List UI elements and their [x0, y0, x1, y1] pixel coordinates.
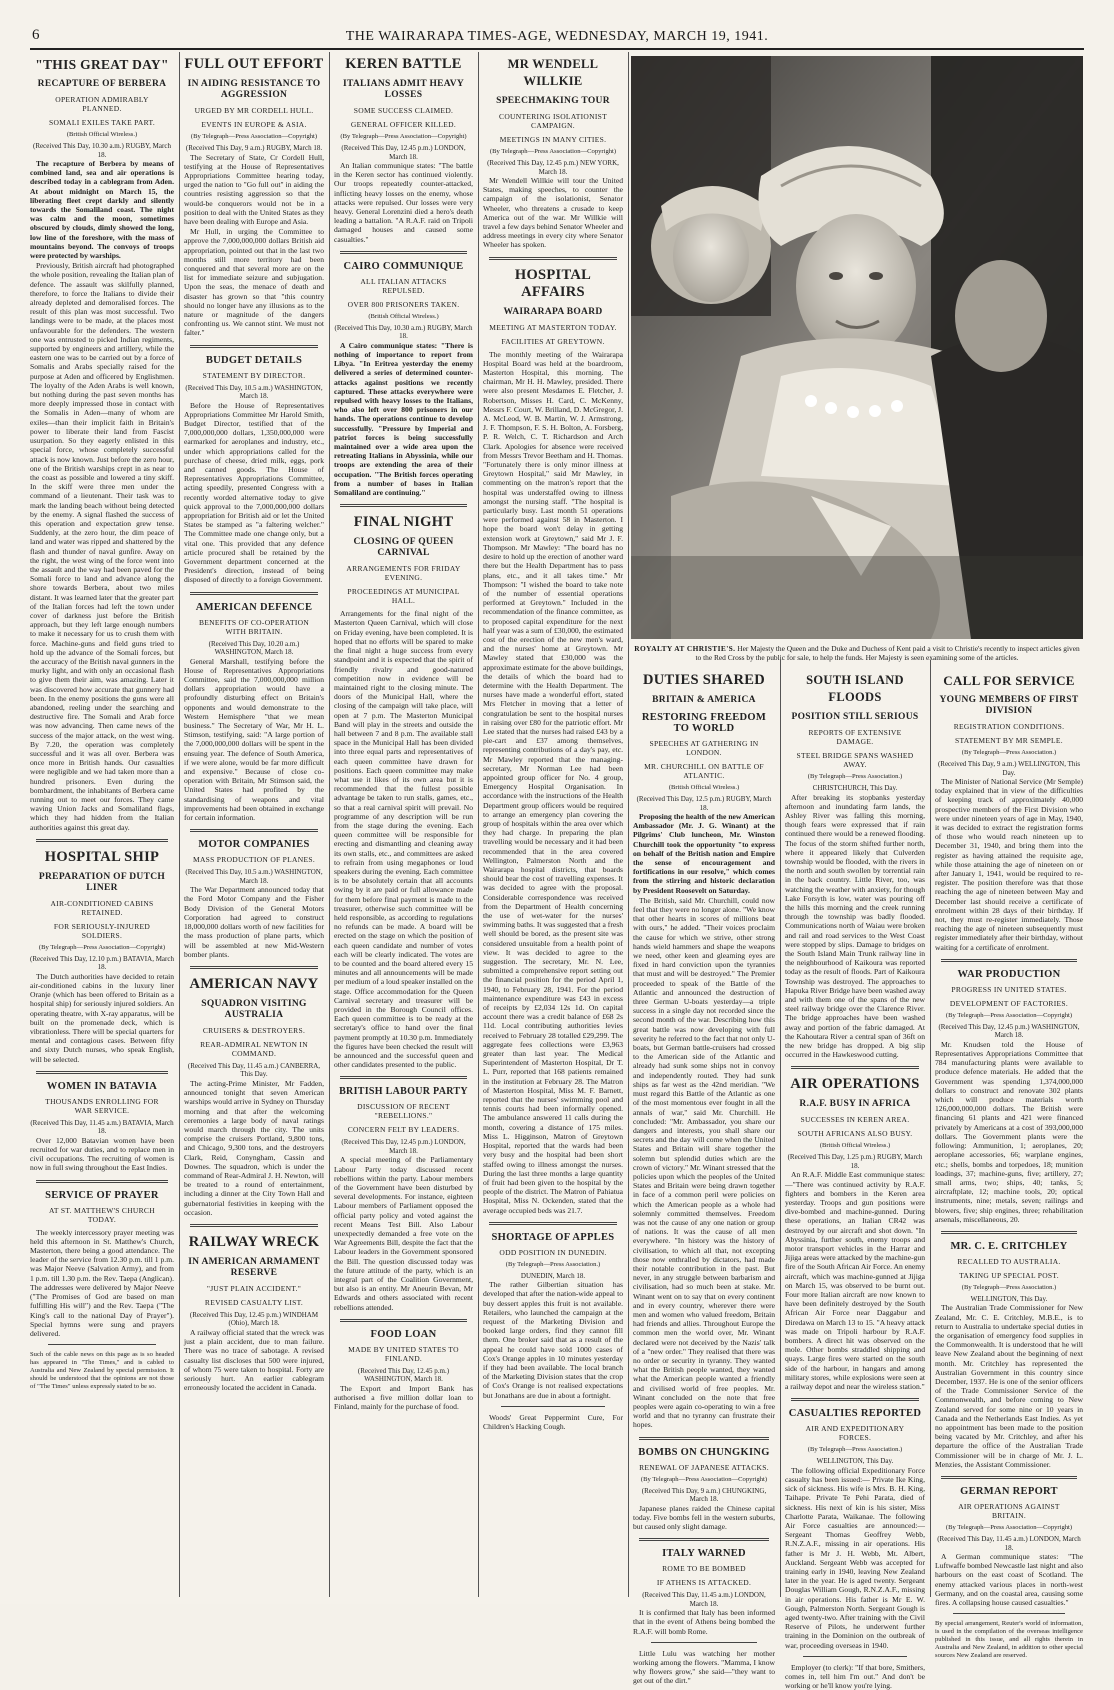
article-headline: WAR PRODUCTION [957, 968, 1061, 980]
article-headline: AMERICAN DEFENCE [195, 601, 313, 613]
article-body: The Export and Import Bank has authorised a five million dollar loan to Finland, mainly for the purchase of food. [334, 1383, 473, 1412]
article-subhead: SPEECHMAKING TOUR [496, 96, 610, 106]
column-rule [628, 52, 629, 1597]
article-body: Arrangements for the final night of the Masterton Queen Carnival, which will close on Friday evening, have been completed. It is hoped that no efforts will be spared to make the final night a huge success from every standpoint and it is expected that the spirit of friendly rivalry and good-natured competition now in evidence will be maintained right to the closing minute. The doors of the Municipal Hall, where the closing of the campaign will take place, will open at 7 p.m. The Masterton Municipal Band will play in the streets and outside the hall between 7 and 8 p.m. The available stall space in the Municipal Hall has been divided into three equal parts and representatives of each queen committee have drawn for positions. Each queen committee may make what use it likes of its own area but it is recommended that the fullest possible advantage be taken to run stalls, games, etc., so that a real carnival spirit will prevail. No programme of any description will be run from the stage during the evening. Each queen committee will be responsible for erecting and dismantling and cleaning away its own stalls, etc., and committees are asked to refrain from using megaphones or loud speakers during the evening. Each committee is to be absolutely certain that all accounts owing by it are paid or full allowance made for them before final payment is made to the treasurer, otherwise such committee will be held responsible, as according to regulations no refunds can be made. A board will be erected on the stage on which the position of each queen candidate and number of votes each will be clearly indicated. The votes are to be counted and the board altered every 15 minutes and all announcements will be made per medium of a loud speaker installed on the stage. Office accommodation for the Queen Carnival secretary and treasurer will be provided in the Borough Council offices. Each queen committee is to be ready at the secretary's office to hand over the final payment promptly at 10.30 p.m. Immediately the figures have been checked the result will be announced and the successful queen and other candidates presented to the public. [334, 609, 473, 1070]
article-subhead: WAIRARAPA BOARD [503, 306, 603, 317]
article-headline: MOTOR COMPANIES [198, 839, 310, 851]
article-byline: (By Telegraph—Press Association—Copyright) [945, 1524, 1073, 1532]
article-deck: RECALLED TO AUSTRALIA. [957, 1256, 1061, 1266]
article-deck: PROGRESS IN UNITED STATES. [951, 984, 1067, 994]
divider [803, 1656, 907, 1657]
article-byline: (By Telegraph—Press Association—Copyright) [945, 1011, 1073, 1019]
column-rule [930, 660, 931, 1597]
photo-illustration [631, 56, 1083, 639]
divider [36, 1180, 168, 1183]
article-deck: PROCEEDINGS AT MUNICIPAL HALL. [347, 587, 460, 606]
article-dateline: (Received This Day, 12.45 p.m.) WASHINGTON, March 18. [357, 1366, 450, 1384]
article-deck: ARRANGEMENTS FOR FRIDAY EVENING. [346, 564, 461, 583]
article-deck: EVENTS IN EUROPE & ASIA. [201, 120, 307, 129]
article-subhead: PREPARATION OF DUTCH LINER [38, 871, 166, 893]
advert-line: Woods' Great Peppermint Cure, For Children's Hacking Cough. [483, 1412, 623, 1432]
article-headline: BRITISH LABOUR PARTY [339, 1086, 468, 1098]
article-deck: REGISTRATION CONDITIONS. [953, 722, 1065, 731]
article-subhead: RECAPTURE OF BERBERA [37, 79, 167, 89]
article-headline: WOMEN IN BATAVIA [46, 1080, 158, 1092]
caption-text: Her Majesty the Queen and the Duke and Duchess of Kent paid a visit to Christie's recently to inspect articles given to the Red Cross by the public for sale, to help the funds. Her Majesty is seen examining some of the articles. [695, 644, 1080, 662]
article-headline: RAILWAY WRECK [188, 1233, 320, 1250]
article-deck: FOR SERIOUSLY-INJURED SOLDIERS. [53, 921, 151, 940]
article-subhead: ITALIANS ADMIT HEAVY LOSSES [342, 79, 465, 100]
article-deck: CRUISERS & DESTROYERS. [202, 1025, 306, 1035]
article-deck: SOMALI EXILES TAKE PART. [48, 118, 155, 127]
article-headline: HOSPITAL AFFAIRS [514, 266, 592, 300]
column-rule [780, 660, 781, 1597]
article-subhead: CLOSING OF QUEEN CARNIVAL [353, 537, 454, 559]
article-dateline: (Received This Day, 12.5 p.m.) RUGBY, March 18. [636, 795, 772, 812]
divider [941, 1231, 1077, 1234]
article-dateline: (Received This Day, 12.45 p.m.) LONDON, March 18. [341, 144, 466, 161]
article-dateline: (Received This Day, 10.5 a.m.) WASHINGTON, March 18. [185, 868, 323, 885]
divider [639, 1437, 769, 1440]
divider [48, 1344, 156, 1345]
article-headline: SERVICE OF PRAYER [45, 1189, 159, 1201]
article-body: Mr. Knudsen told the House of Representatives Appropriations Committee that 784 manufacturing plants were available to produce defence materials. He added that the Government was spending 1,374,000,000 dollars to construct and renovate 302 plants which will produce materials worth 126,000,000,000 dollars. The British were financing 61 plants and 421 were financed privately by Americans at a cost of 393,000,000 dollars. The Government plants were the following: Ammunition, 1; aeroplanes, 20; aeroplane accessories, 66; warplane engines, etc.; shells, bombs and torpedoes, 18; munition loadings, 37; machine-guns, five; artillery, 27; small arms, two; ships, 40; tanks, 5; aircraftplate, 12; machine tools, 20; optical instruments, nine; metals, seven; railings and blowers, five; ship engines, three; rehabilitation arsenals, miscellaneous, 20. [935, 1039, 1083, 1224]
article-byline: (British Official Wireless.) [819, 1142, 891, 1150]
divider [190, 829, 318, 832]
article-deck: TAKING UP SPECIAL POST. [959, 1270, 1059, 1280]
article-body: General Marshall, testifying before the House of Representatives Appropriations Committee, said the 7,000,000,000 million dollars appropriation would have a profoundly disturbing effect on Britain's opponents and would demonstrate to the Western Hemisphere "that we mean business." The Secretary of War, Mr H. L. Stimson, testifying, said: "A large portion of the 7,000,000,000 dollars will be spent in the ensuing year. The defence of South America, if we were alone, would be far more difficult and expensive." Because of close co-operation with Britain, Mr Stimson said, the United States had profited by the standardising of weapons and vital improvements had been obtained in exchange for certain information. [184, 656, 324, 823]
article-headline: CAIRO COMMUNIQUE [343, 260, 464, 272]
article-headline: MR WENDELL WILLKIE [507, 57, 599, 88]
divider [941, 959, 1077, 962]
article-headline: BUDGET DETAILS [205, 354, 303, 366]
divider [953, 1613, 1065, 1614]
article-deck: MEETING AT MASTERTON TODAY. [489, 322, 617, 332]
article-byline: (British Official Wireless.) [368, 312, 439, 320]
article-deck: URGED BY MR CORDELL HULL. [194, 106, 314, 115]
divider [489, 1222, 617, 1225]
column-1 [30, 52, 174, 1597]
divider [190, 1224, 318, 1227]
article-body: Previously, British aircraft had photographed the whole position, revealing the Italian plan of defence. The assault was skilfully planned, therefore, to force the Italians to divide their already depleted and demoralised forces. The result of this plan was most successful. Two landings were to be made, at the places most unfavourable for the defenders. The western one was entrusted to picked Indian regiments, supported by engineers and artillery, while the eastern one was to be carried out by a force of Somalis and Arabs specially raised for the purpose at Aden and officered by Englishmen. The loyalty of the Aden Arabs is well known, but nothing during the past seven months has more deeply impressed those in contact with the Somalis in Aden—many of whom are exiles—than their implicit faith in Britain's power to liberate their land from Fascist usurpation. So they eagerly enlisted in this special force, whose completely successful attack is now known. Just before the zero hour, one of the British warships crept in as near to the coast as possible and lowered a tiny skiff. In the skiff were three men under the command of a lieutenant. Their task was to mark the landing beach without being detected by the enemy. A signal flashed the success of this operation and expectation grew tense. Suddenly, at the zero hour, the dim peace of land and water was ripped and shattered by the flash and thunder of naval gunfire. Away on the right, the west wing of the force went into the assault and the way had been paved for the Somali force to land and advance along the shore towards Berbera, about two miles distant. It was learned later that the greater part of the Italian forces had left the town under cover of darkness just before the British approach, but they left large enough numbers to make it necessary for us to crush them with force. Machine-guns and field guns tried to hold up the advance of the Somali forces, but the accuracy of the British naval gunners in the murky light, and with only an occasional flash to give them their aim, was amazing. Later it was discovered how accurate that gunnery had been. In the enemy positions the guns were all abandoned, reeling under the searching and destructive fire. The Somali and Arab force was now advancing. Then came news of the success of the major attack, on the west wing. By 7.20, the operation was completely successful and it was all over. Berbera was once more in British hands. Our casualties were negligible and we had taken more than a hundred prisoners. Even during the bombardment, the inhabitants of Berbera came running out to meet our forces. They came waving Union Jacks and Somaliland flags, which they had hidden from the Italian authorities against this great day. [30, 261, 174, 832]
article-deck: ROME TO BE BOMBED [662, 1564, 746, 1574]
article-deck: ODD POSITION IN DUNEDIN. [499, 1247, 607, 1257]
article-deck: SOUTH AFRICANS ALSO BUSY. [797, 1129, 913, 1139]
article-deck: MR. CHURCHILL ON BATTLE OF ATLANTIC. [644, 762, 764, 780]
divider [340, 1319, 467, 1322]
article-deck: STATEMENT BY DIRECTOR. [202, 370, 306, 380]
article-subhead: SQUADRON VISITING AUSTRALIA [201, 998, 307, 1020]
article-deck: COUNTERING ISOLATIONIST CAMPAIGN. [499, 112, 607, 130]
divider [340, 504, 467, 507]
article-body: The monthly meeting of the Wairarapa Hospital Board was held at the boardroom, Masterton Hospital, this morning. The chairman, Mr H. H. Mawley, presided. There were also present Mesdames E. Fletcher, J. Robertson, Misses H. Card, C. McKenny, Messrs F. Court, W. Brilland, D. McGregor, J. A. McLeod, W. B. Martin, W. J. Armstrong, J. F. Thompson, F. S. H. Bolton, A. Forsberg, P. R. Welch, C. T. Richardson and Arch Clark. Apologies for absence were received from Messrs Trevor Beetham and H. Thomas. "Fortunately there is only minor illness at Greytown Hospital," said Mr Mawley, in commenting on the matron's report that the hospital was understaffed owing to illness amongst the nursing staff. "The hospital is particularly busy. Last month 51 operations were performed against 58 in Masterton. I hope the board won't delay in getting extension work at Greytown," said Mr J. F. Thompson. Mr Mawley: "The board has no desire to hold up the erection of another ward there but the Health Department has to pass plans, etc., and it all takes time." Mr Thompson: "I wished the board to take note of the number of essential operations performed at Greytown." Included in the recommendation of the finance committee, as to proposed capital expenditure for the next half year was a sum of £30,000, the estimated cost of the erection of the new men's ward, and the nurses' home at Greytown. Mr Mawley stated that £30,000 was the approximate estimate for the above buildings, the details of which the board had to determine with the Health Department. The nurses have made a wonderful effort, stated Mrs Fletcher in moving that a letter of congratulation be sent to the hospital nurses in raising over £80 for the patriotic effort. Mr Lee stated that the nurses had raised £43 by a pie-cart and £37 among themselves, representing contributions of a day's pay, etc. Mr Mawley reported that the managing-secretary, Mr Norman Lee had been appointed group officer for No. 4 group, Emergency Hospital Organisation. In accordance with the instructions of the Health Department group officers would be required to arrange an emergency plan covering the group of hospitals within the area over which they had charge. In preparing the plan travelling would be necessary and it had been recommended that in the area covered Wellington, Palmerston North and the Wairarapa hospital districts, that boards should bear the cost of travelling expenses. It was decided to agree with the proposal. Considerable correspondence was received from the Department of Health concerning the use of wet-water for the nurses' swimming baths. It was suggested that a fresh well should be bored, as the present site was considered unsuitable from a health point of view. It was decided to agree to the suggestion. The secretary, Mr. N. Lee, submitted a comprehensive report setting out the financial position for the period April 1, 1940, to February 28, 1941. For the period maintenance expenditure was £43 in excess of receipts by £2,034 12s 1d. On capital account there was a credit balance of £68 2s 11d. Local contributing authorities levies received to February 28 totalled £29,299. The aggregate fees collections were £3,963 greater than last year. The Medical Superintendent of Masterton Hospital, Dr T. L. Purr, reported that 168 patients remained in the institution at February 28. The Matron of Masterton Hospital, Miss M. F. Barnett, reported that the nurses' swimming pool and tennis courts had been informally opened. The ambulance answered 11 calls during the month, covering a distance of 175 miles. Miss L. Higginson, Matron of Greytown Hospital, reported that the wards had been very busy and the hospital had been short staffed owing to illness amongst the nurses. During the last three months a large quantity of fruit had been given to the hospital by the people of the district. The Matron of Pahiatua Hospital, Miss N. Ockenden, stated that the average occupied beds was 21.7. [483, 349, 623, 1215]
article-headline: KEREN BATTLE [345, 56, 462, 72]
article-body: Japanese planes raided the Chinese capital today. Five bombs fell in the western suburbs, but caused only slight damage. [633, 1503, 775, 1532]
article-subhead: YOUNG MEMBERS OF FIRST DIVISION [939, 695, 1079, 716]
article-headline: FINAL NIGHT [353, 514, 454, 531]
article-deck: OPERATION ADMIRABLY PLANNED. [55, 95, 149, 113]
article-deck: MASS PRODUCTION OF PLANES. [193, 855, 315, 865]
filler-joke: Little Lulu was watching her mother working among the flowers. "Mamma, I know why flowers grow," she said—"they want to get out of the dirt." [633, 1648, 775, 1686]
masthead-title: THE WAIRARAPA TIMES-AGE, WEDNESDAY, MARCH 19, 1941. [345, 29, 769, 44]
caption-lead: ROYALTY AT CHRISTIE'S. [634, 644, 736, 653]
article-deck: AIR AND EXPEDITIONARY FORCES. [805, 1424, 905, 1443]
article-body: A railway official stated that the wreck was just a plain accident, due to man failure. There was no trace of sabotage. A revised casualty list discloses that 500 were injured, of whom 75 were taken to hospital. Forty are seriously hurt. An earlier cablegram erroneously located the accident in Canada. [184, 1327, 324, 1393]
divider [190, 345, 318, 348]
article-deck: AIR OPERATIONS AGAINST BRITAIN. [958, 1502, 1060, 1521]
article-headline: SHORTAGE OF APPLES [491, 1231, 615, 1243]
column-rule [329, 52, 330, 1597]
divider [941, 1476, 1077, 1479]
article-dateline: (Received This Day, 11.45 a.m.) CANBERRA, This Day. [187, 1061, 321, 1079]
article-lead: The recapture of Berbera by means of combined land, sea and air operations is described today in a cablegram from Aden. At about midnight on March 15, the liberating fleet crept darkly and silently towards the Somaliland coast. The night was calm and the moon, sometimes obscured by clouds, dimly showed the long, low line of the foreshore, with the mass of mountains beyond. The convoys of troops were protected by warships. [30, 159, 174, 261]
divider [639, 1538, 769, 1541]
article-byline: (By Telegraph—Press Association.) [807, 773, 903, 780]
article-dateline: (Received This Day, 12.45 p.m.) WINDHAM (Ohio), March 18. [189, 1310, 319, 1328]
article-body: A special meeting of the Parliamentary Labour Party today discussed recent rebellions within the party. Labour members of the Government have been disturbed by several developments. For instance, eighteen Labour members of Parliament opposed the official party policy and voted against the recent Means Test Bill. Also Labour unexpectedly demanded a free vote on the War Agreements Bill, despite the fact that the Labour leaders in the Government sponsored the Bill. The question discussed today was the future attitude of the party, which is an integral part of the Coalition Government, but also is an entity. Mr Aneurin Bevan, Mr Edwards and others associated with recent rebellions attended. [334, 1155, 473, 1312]
article-dateline: (Received This Day, 12.45 p.m.) LONDON, March 18. [341, 1138, 466, 1155]
article-headline: HOSPITAL SHIP [44, 848, 160, 865]
article-dateline: WELLINGTON, This Day. [970, 1294, 1048, 1303]
article-headline: AMERICAN NAVY [189, 975, 319, 992]
article-deck: REVISED CASUALTY LIST. [204, 1297, 304, 1307]
article-dateline: (Received This Day, 10.5 a.m.) WASHINGTON, March 18. [185, 383, 323, 401]
article-deck: SUCCESSES IN KEREN AREA. [800, 1115, 910, 1125]
article-byline: (By Telegraph—Press Association.) [961, 749, 1057, 756]
divider [340, 1076, 467, 1079]
article-dateline: DUNEDIN, March 18. [520, 1271, 586, 1280]
article-dateline: (Received This Day, 10.30 a.m.) RUGBY, March 18. [334, 323, 473, 341]
article-deck: FACILITIES AT GREYTOWN. [501, 336, 605, 346]
article-body: The weekly intercessory prayer meeting was held this afternoon in St. Matthew's Church, Masterton, there being a good attendance. The leader of the service from 12.30 p.m. till 1 p.m. was Major Neeve (Salvation Army), and from 1 p.m. till 1.30 p.m. the Rev. Taepa (Anglican). The addresses were delivered by Major Neeve ("The Promises of God are based on man fulfilling His will") and the Rev. Taepa ("The King's call to the national Day of Prayer"). Special hymns were sung and prayers delivered. [30, 1227, 174, 1338]
article-body: Mr Hull, in urging the Committee to approve the 7,000,000,000 dollars British aid appropriation, pointed out that in the last two months still more territory had been conquered and that several more are on the list for immediate seizure and subjugation. Upon the seas, the menace of death and disaster has grown so that "this country should no longer have any illusions as to the nature or magnitude of the dangers confronting us. We cannot stint. We must not falter." [184, 227, 324, 338]
article-body: The acting-Prime Minister, Mr Fadden, announced tonight that seven American warships would arrive in Sydney on Thursday morning and that after the welcoming ceremonies a large body of naval ratings would march through the city. The units comprise the cruisers Portland, 9,800 tons, and Chicago, 9,300 tons, and the destroyers Clark, Reid, Conyngham, Cassin and Downes. The squadron, which is under the command of Rear-Admiral J. H. Newton, will be treated to a round of entertainment, including a dinner at the City Town Hall and gubernatorial festivities in keeping with the occasion. [184, 1078, 324, 1217]
article-body: A Cairo communique states: "There is nothing of importance to report from Libya. "In Eritrea yesterday the enemy delivered a series of determined counter-attacks against positions we recently captured. These attacks everywhere were repulsed with heavy losses to the Italians, who also left over 800 prisoners in our hands. The operations continue to develop successfully. "Pressure by Imperial and patriot forces is being successfully maintained over a wide area upon the retreating Italians in Abyssinia, while our troops are extending the area of their occupation. "The British forces operating from a number of bases in Italian Somaliland are continuing." [334, 340, 473, 498]
column-4 [483, 52, 623, 1597]
article-headline: CASUALTIES REPORTED [788, 1408, 922, 1420]
article-dateline: (Received This Day, 12.10 p.m.) BATAVIA, March 18. [30, 954, 174, 972]
article-byline: (By Telegraph—Press Association—Copyright) [38, 943, 166, 951]
filler-joke: Employer (to clerk): "If that bore, Smithers, comes in, tell him I'm out." And don't be working or he'll know you're lying. [785, 1662, 925, 1690]
article-headline: FOOD LOAN [370, 1328, 437, 1340]
article-dateline: (Received This Day, 9 a.m.) WELLINGTON, This Day. [937, 760, 1081, 777]
divider [489, 257, 617, 260]
copyright-note: Such of the cable news on this page as is so headed has appeared in "The Times," and is cabled to Australia and New Zealand by special permission. It should be understood that the opinions are not those of "The Times" unless expressly stated to be so. [30, 1351, 174, 1391]
article-deck: STATEMENT BY MR SEMPLE. [955, 736, 1063, 745]
article-headline: MR. C. E. CRITCHLEY [950, 1240, 1068, 1252]
photo-caption [631, 644, 1083, 662]
divider [501, 1406, 605, 1407]
article-deck: DISCUSSION OF RECENT "REBELLIONS." [357, 1102, 450, 1121]
article-body: The rather Gilbertian situation has developed that after the nation-wide appeal to buy dessert apples this fruit is not available. Retailers, who launched the campaign at the request of the Marketing Division and booked large orders, find they cannot fill them. One broker said that as a result of the appeal he could have sold 1000 cases of Cox's Orange apples in 10 minutes yesterday if they had been available. The local branch of the Marketing Division states that the crop of Cox's Orange is not realised expectations but Jonathans are due in about a fortnight. [483, 1280, 623, 1400]
article-body: The following official Expeditionary Force casualty has been issued:— Private Ike King, sick of sickness. His wife is Mrs. B. H. King, Taihape. Private Te Pehi Parata, died of sickness. His next of kin is his sister, Miss Charlotte Parata, Waikanae. The following Air Force casualties are announced:— Sergeant Thomas Geoffrey Webb, R.N.Z.A.F., missing in air operations. His father is Mr J. H. Webb, Mt. Albert, Auckland. Sergeant Webb was accepted for training early in 1940, leaving New Zealand later in the year. He is aged twenty. Sergeant Douglas William Gough, R.N.Z.A.F., missing in air operations. His father is Mr E. W. Gough, Palmerston North. Sergeant Gough is aged twenty-two. After training with the Civil Reserve of Pilots, he underwent further training in the Dominion on the outbreak of war, proceeding overseas in 1940. [785, 1465, 925, 1650]
divider [36, 1071, 168, 1074]
reuter-note: By special arrangement, Reuter's world of information, is used in the compilation of the overseas intelligence published in this issue, and all rights therein in Australia and New Zealand, in addition to other special sources New Zealand are reserved. [935, 1620, 1083, 1660]
column-5 [633, 668, 775, 1686]
article-deck: MEETINGS IN MANY CITIES. [499, 135, 607, 144]
column-6 [785, 668, 926, 1690]
divider [190, 592, 318, 595]
article-headline: DUTIES SHARED [643, 672, 765, 688]
column-rule [478, 52, 479, 1597]
article-subhead: IN AMERICAN ARMAMENT RESERVE [188, 1256, 320, 1278]
column-7 [935, 668, 1083, 1660]
article-byline: (By Telegraph—Press Association—Copyright) [640, 1475, 768, 1483]
article-dateline: (Received This Day, 9 a.m.) CHUNGKING, March 18. [641, 1486, 767, 1504]
article-deck: GENERAL OFFICER KILLED. [350, 120, 457, 129]
article-deck: RENEWAL OF JAPANESE ATTACKS. [639, 1462, 769, 1472]
article-dateline: CHRISTCHURCH, This Day. [812, 784, 898, 792]
article-dateline: (Received This Day, 12.45 p.m.) NEW YORK, March 18. [487, 159, 619, 176]
royalty-photo [631, 56, 1083, 639]
article-deck: MADE BY UNITED STATES TO FINLAND. [348, 1344, 459, 1363]
divider [340, 251, 467, 254]
article-dateline: (Received This Day, 11.45 a.m.) LONDON, March 18. [642, 1591, 766, 1608]
article-deck: SPEECHES AT GATHERING IN LONDON. [649, 739, 759, 757]
article-body: The British, said Mr. Churchill, could now feel that they were no longer alone. "We know that other hearts in scores of millions beat with ours," he added. "Their voices proclaim the cause for which we strive, other strong hands wield hammers and shape the weapons we need, other keen and gleaming eyes are fixed in hard conviction upon the tyrannies that must and will be destroyed." The Premier proceeded to speak of the Battle of the Atlantic and announced the destruction of three German U-boats yesterday—a triple success in a single day not recorded since the second month of the war. Describing how this great battle was now developing with full severity he referred to the fact that not only U-boats, but German battle-cruisers had crossed to the American side of the Atlantic and already had sunk some ships not in convoy and independently routed. They had sunk ships as far west as the 42nd meridian. "We must regard this Battle of the Atlantic as one of the most momentous ever fought in all the annals of war," said Mr. Churchill. He concluded: "Mr. Ambassador, you share our dangers and interests, you shall share our secrets and the day will come when the United States and Britain will share together the solemn but splendid duties which are the crown of victory." Mr. Winant stressed that the policies upon which the peoples of the United States and Britain were being drawn together in face of a common peril were policies on which the American people as a whole had solemnly committed themselves. Freedom was not the cause of any one nation or group of nations. It was the cause of all men everywhere. "In history was the history of civilisation, to which all that, not excepting those now enthralled by dictators, had made their notable contribution in the past. But never, in any struggle between barbarism and civilisation, had so much been at stake. Mr. Winant went on to say that on every continent and in every country, wherever there were men and women who valued freedom, Britain had friends and allies. Throughout Europe the common men the world over, Mr. Winant declared were not deceived by the Nazis' talk of a "new order." They realised that there was no order or security in tyranny. They wanted what the British people wanted, they wanted what the American people wanted a friendly and civilised world of free peoples. Mr. Winant concluded on the note that free peoples were again co-operating to win a free world and that no tyranny can frustrate their hopes. [633, 895, 775, 1430]
article-deck: THOUSANDS ENROLLING FOR WAR SERVICE. [45, 1096, 159, 1115]
article-dateline: (Received This Day, 10.30 a.m.) RUGBY, March 18. [33, 142, 171, 159]
article-body: Mr Wendell Willkie will tour the United States, making speeches, to counter the campaign of the isolationist, Senator Wheeler, who threatens a crusade to keep America out of the war. Mr Willkie will travel a few days behind Senator Wheeler and address meetings in every city where Senator Wheeler has spoken. [483, 176, 623, 250]
article-dateline: (Received This Day, 12.45 p.m.) WASHINGTON, March 18. [938, 1022, 1080, 1040]
article-headline: FULL OUT EFFORT [184, 56, 324, 72]
article-lead: Proposing the health of the new American Ambassador (Mr. J. G. Winant) at the Pilgrims' Club luncheon, Mr. Winston Churchill took the opportunity "to express on behalf of the British nation and Empire the sense of encouragement and fortifications in our resolve," which comes from the stirring and historic declaration by President Roosevelt on Saturday. [633, 812, 775, 895]
article-deck: REPORTS OF EXTENSIVE DAMAGE. [808, 728, 902, 746]
article-headline: GERMAN REPORT [960, 1486, 1058, 1498]
article-byline: (By Telegraph—Press Association—Copyright) [489, 148, 617, 155]
article-dateline: (Received This Day, 1.25 p.m.) RUGBY, March 18. [787, 1153, 923, 1170]
article-deck: SOME SUCCESS CLAIMED. [353, 106, 454, 115]
article-dateline: (Received This Day, 9 a.m.) RUGBY, March 18. [185, 144, 323, 152]
article-body: After breaking its stopbanks yesterday afternoon and inundating farm lands, the Ashley River was falling this morning, though fears were expressed that if rain continued there would be a renewed flooding. The focus of the storm shifted further north, where it appeared likely that Culverden township would be flooded, with the rivers in the north and south swollen by torrential rain in the back country. Little River, too, was watching the weather with anxiety, for though Lake Forsyth is low, water was pouring off the hills this morning and the creek running through the township was badly flooded. Communications north of Waiau were broken and rail and road services to the West Coast were stopped by slips. Damage to bridges on the South Island Main Trunk railway line in the neighbourhood of Kaikoura was reported today as the result of floods. Part of Kaikoura Township was destroyed. The approaches to Hapuka River Bridge have been washed away and with them one of the spans of the new steel railway bridge over the Clarence River. The bridge approaches have been washed away and portion of the fabric damaged. At the Kahoutara River a central span of 36ft on the new bridge has dropped. A big slip occurred in the Hawkeswood cutting. [785, 792, 926, 1060]
article-deck: ALL ITALIAN ATTACKS REPULSED. [360, 276, 447, 295]
article-deck: STEEL BRIDGE SPANS WASHED AWAY. [796, 751, 914, 769]
article-subhead: IN AIDING RESISTANCE TO AGGRESSION [187, 79, 321, 100]
article-byline: (By Telegraph—Press Association.) [505, 1260, 601, 1268]
article-body: An R.A.F. Middle East communique states:—"There was continued activity by R.A.F. fighters and bombers in the Keren area yesterday. Troops and gun positions were dive-bombed and machine-gunned. During these operations, an Italian CR42 was destroyed by our aircraft and shot down. "In Abyssinia, further south, enemy troops and motor transport vehicles in the Harrar and Jijiga areas were attacked by the machine-gun fire of the South African Air Force. An enemy aircraft, which was machine-gunned at Jijiga on March 15, was observed to be burnt out. Four more Italian aircraft are now known to have been definitely destroyed by the South African Air Force near Daggabur and Diredawa on March 13 to 15. "A heavy attack was made on Tripoli harbour by R.A.F. bombers. A direct hit was observed on the mole. Other bombs straddled shipping and quays. Large fires were started on the south side of the harbour, in hangars and among military stores, while explosions were seen at a railway depot and near the wireless station." [785, 1170, 925, 1392]
article-deck: REAR-ADMIRAL NEWTON IN COMMAND. [200, 1039, 308, 1058]
article-dateline: WELLINGTON, This Day. [816, 1457, 894, 1466]
article-body: A German communique states: "The Luftwaffe bombed Newcastle last night and also harbours on the east coast of Scotland. The enemy attacked various places in north-west Germany, and on the coastal area, causing some fires. A collapsing house caused casualties." [935, 1552, 1083, 1608]
article-deck: AIR-CONDITIONED CABINS RETAINED. [50, 898, 154, 917]
article-deck: IF ATHENS IS ATTACKED. [656, 1578, 752, 1588]
article-body: It is confirmed that Italy has been informed that in the event of Athens being bombed the R.A.F. will bomb Rome. [633, 1608, 775, 1636]
article-body: The Australian Trade Commissioner for New Zealand, Mr. C. E. Critchley, M.B.E., is to return to Australia to undertake special duties in the organisation of emergency food supplies in the Commonwealth. It is understood that he will leave New Zealand about the beginning of next month. Mr. Critchley has represented the Australian Government in this country since December, 1937. He is one of the senior officers of the Trade Commissioner Service of the Commonwealth, and before coming to New Zealand served for some nine or 10 years in Canada and the Netherlands East Indies. As yet no appointment has been made to the position being vacated by Mr. Critchley, and after his departure the office of the Australian Trade Commissioner will be in charge of Mr. J. L. Menzies, the Assistant Commissioner. [935, 1303, 1083, 1469]
divider [651, 1642, 757, 1643]
article-deck: "JUST PLAIN ACCIDENT." [206, 1283, 302, 1293]
divider [190, 966, 318, 969]
article-deck: DEVELOPMENT OF FACTORIES. [949, 998, 1069, 1008]
article-deck: AT ST. MATTHEW'S CHURCH TODAY. [49, 1205, 155, 1224]
article-subhead: R.A.F. BUSY IN AFRICA [799, 1099, 911, 1110]
article-body: The Minister of National Service (Mr Semple) today explained that in view of the difficulties of keeping track of approximately 40,000 prospective members of the First Division who were under nineteen years of age in May, 1940, it was decided to extract the registration forms of those who would reach nineteen up to December 31, 1940, and bring them into the register as having attained the requisite age, while those attaining the age of nineteen on or after January 1, 1941, would be required to re-register. The position therefore was that those reaching the age of nineteen between May and December last should receive a certificate of enrolment within 28 days of their birthday. If not, they must re-register immediately. Those reaching the age of nineteen subsequently must register immediately after their birthday, without waiting for a certificate of enrolment. [935, 777, 1083, 952]
article-deck: BENEFITS OF CO-OPERATION WITH BRITAIN. [198, 617, 310, 636]
article-deck: CONCERN FELT BY LEADERS. [347, 1125, 460, 1135]
article-dateline: (Received This Day, 11.45 a.m.) LONDON, March 18. [937, 1535, 1081, 1552]
article-headline: ITALY WARNED [662, 1548, 746, 1560]
divider [791, 1066, 919, 1069]
article-subhead: RESTORING FREEDOM TO WORLD [641, 712, 767, 734]
article-lead: The Secretary of State, Cr Cordell Hull, testifying at the House of Representatives Appropriations Committee hearing today, urged the nation to "Go full out" in aiding the countries resisting aggression so that the would-be conquerors would not be in a position to deal with the United States as they have been dealing with Europe and Asia. [184, 152, 324, 226]
page-number: 6 [32, 27, 40, 43]
article-headline: CALL FOR SERVICE [943, 673, 1075, 688]
divider [791, 1398, 919, 1401]
article-byline: (British Official Wireless.) [66, 131, 138, 138]
article-byline: (British Official Wireless.) [668, 784, 740, 791]
column-2 [184, 52, 324, 1597]
article-headline: "THIS GREAT DAY" [35, 57, 169, 72]
article-body: Over 12,000 Batavian women have been recruited for war duties, and to replace men in civil occupations. The recruiting of women is now in full swing throughout the East Indies. [30, 1135, 174, 1173]
article-deck: OVER 800 PRISONERS TAKEN. [347, 299, 460, 309]
article-byline: (By Telegraph—Press Association—Copyright) [340, 133, 467, 140]
column-3 [334, 52, 473, 1597]
article-byline: (By Telegraph—Press Association.) [807, 1446, 903, 1454]
article-body: The War Department announced today that the Ford Motor Company and the Fisher Body Division of the General Motors Corporation had agreed to construct 18,000,000 dollars worth of new facilities for the mass production of plane parts, which will be assembled at new Mid-Western bomber plants. [184, 885, 324, 959]
article-headline: SOUTH ISLAND FLOODS [806, 673, 904, 704]
article-headline: AIR OPERATIONS [790, 1076, 920, 1093]
article-headline: BOMBS ON CHUNGKING [638, 1446, 770, 1458]
divider [36, 839, 168, 842]
article-body: An Italian communique states: "The battle in the Keren sector has continued violently. Our troops repeatedly counter-attacked, inflicting heavy losses on the enemy, whose attacks were repulsed. Our losses were very heavy. General Lorenzini died a hero's death leading a battalion. "A R.A.F. raid on Tripoli damaged houses and caused some casualties." [334, 161, 473, 244]
article-subhead: POSITION STILL SERIOUS [791, 712, 919, 722]
masthead [30, 26, 1084, 50]
article-dateline: (Received This Day, 10.20 a.m.) WASHINGTON, March 18. [208, 639, 300, 657]
column-rule [179, 52, 180, 1597]
article-byline: (By Telegraph—Press Association—Copyright) [190, 133, 318, 140]
article-body: The Dutch authorities have decided to retain air-conditioned cabins in the luxury liner Oranje (which has been offered to Britain as a hospital ship) for seriously injured soldiers. An operating theatre, with X-ray apparatus, will be built on the promenade deck, which is vibrationless. There will be special quarters for mental and contagious cases. Between fifty and sixty Dutch nurses, who speak English, will be selected. [30, 971, 174, 1064]
article-body: Before the House of Representatives Appropriations Committee Mr Harold Smith, Budget Director, testified that of the 7,000,000,000 dollars, 1,350,000,000 were earmarked for aeroplanes and industry, etc., under which appropriations called for the purchase of cheese, dried milk, eggs, pork and canned goods. The House of Representatives Appropriations Committee, acting speedily, presented Congress with a recently worded alternative today to give quick approval to the 7,000,000,000 dollars appropriation for British aid or let the United States be stamped as "a faltering welcher." The Committee made one change only, but a vital one. This provided that any defence article procured shall be retained by the Government department concerned at the President's direction, instead of being disposed of directly to a foreign Government. [184, 400, 324, 585]
article-subhead: BRITAIN & AMERICA [652, 695, 756, 705]
article-byline: (By Telegraph—Press Association.) [961, 1283, 1057, 1291]
article-dateline: (Received This Day, 11.45 a.m.) BATAVIA, March 18. [30, 1118, 174, 1136]
